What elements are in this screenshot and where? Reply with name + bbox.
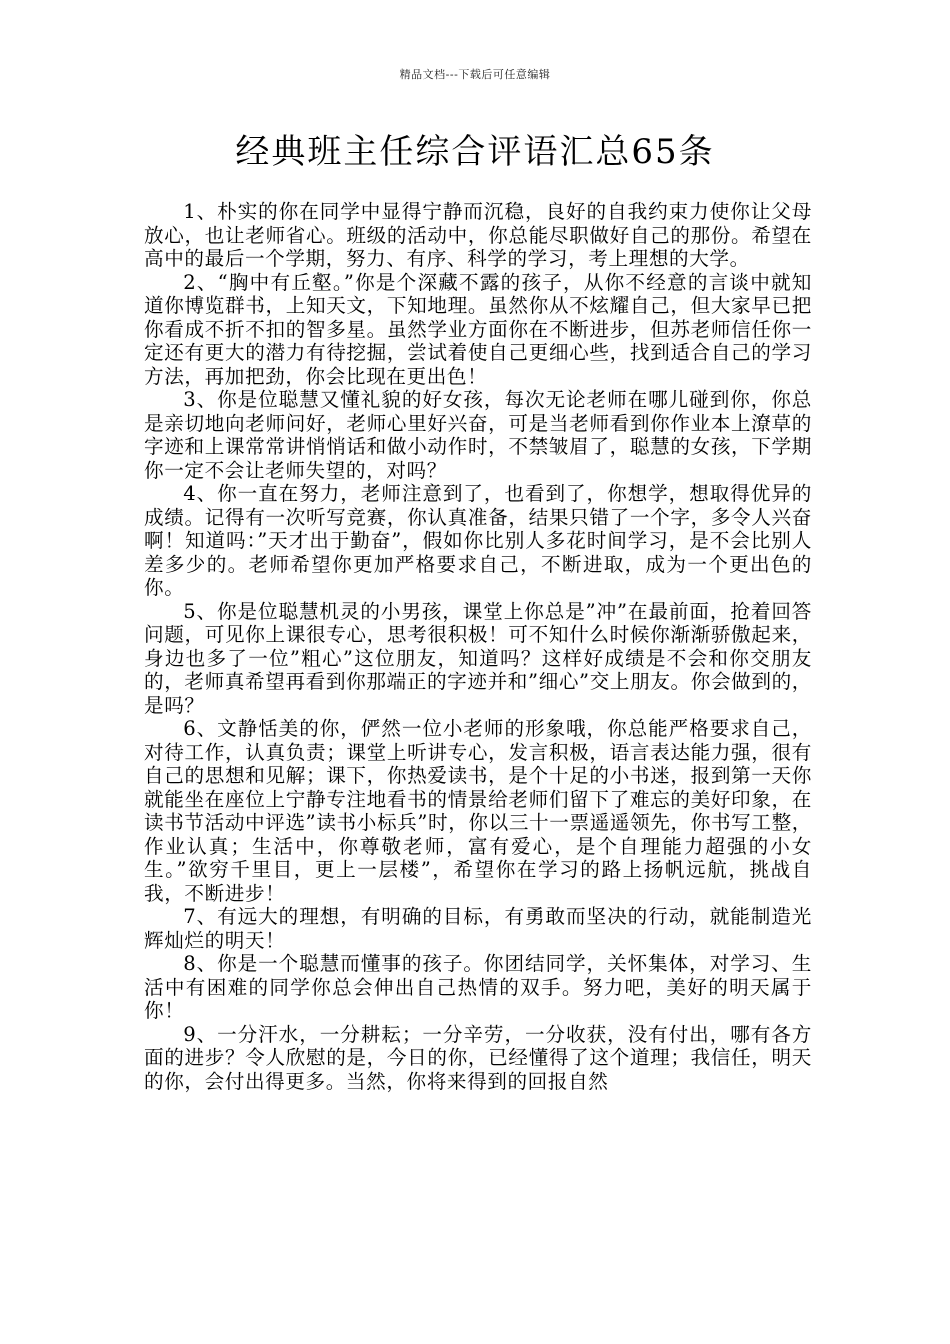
document-title: 经典班主任综合评语汇总65条 bbox=[235, 132, 715, 172]
comment-paragraph-1: 1、朴实的你在同学中显得宁静而沉稳，良好的自我约束力使你让父母放心，也让老师省心。班级的活动中，你总能尽职做好自己的那份。希望在高中的最后一个学期，努力、有序、科学的学习，考上理想的大学。 bbox=[144, 200, 812, 270]
comment-paragraph-2: 2、“胸中有丘壑。”你是个深藏不露的孩子，从你不经意的言谈中就知道你博览群书，上知天文，下知地理。虽然你从不炫耀自己，但大家早已把你看成不折不扣的智多星。虽然学业方面你在不断进步，但苏老师信任你一定还有更大的潜力有待挖掘，尝试着使自己更细心些，找到适合自己的学习方法，再加把劲，你会比现在更出色！ bbox=[144, 270, 812, 388]
comment-paragraph-8: 8、你是一个聪慧而懂事的孩子。你团结同学，关怀集体，对学习、生活中有困难的同学你总会伸出自己热情的双手。努力吧，美好的明天属于你！ bbox=[144, 952, 812, 1022]
comment-paragraph-3: 3、你是位聪慧又懂礼貌的好女孩，每次无论老师在哪儿碰到你，你总是亲切地向老师问好，老师心里好兴奋，可是当老师看到你作业本上潦草的字迹和上课常常讲悄悄话和做小动作时，不禁皱眉了，聪慧的女孩，下学期你一定不会让老师失望的，对吗？ bbox=[144, 388, 812, 482]
comment-paragraph-9: 9、一分汗水，一分耕耘；一分辛劳，一分收获，没有付出，哪有各方面的进步？令人欣慰的是，今日的你，已经懂得了这个道理；我信任，明天的你，会付出得更多。当然，你将来得到的回报自然 bbox=[144, 1022, 812, 1093]
comment-paragraph-4: 4、你一直在努力，老师注意到了，也看到了，你想学，想取得优异的成绩。记得有一次听写竞赛，你认真准备，结果只错了一个字，多令人兴奋啊！知道吗：”天才出于勤奋”，假如你比别人多花时间学习，是不会比别人差多少的。老师希望你更加严格要求自己，不断进取，成为一个更出色的你。 bbox=[144, 482, 812, 599]
comment-paragraph-5: 5、你是位聪慧机灵的小男孩，课堂上你总是”冲”在最前面，抢着回答问题，可见你上课很专心，思考很积极！可不知什么时候你渐渐骄傲起来，身边也多了一位”粗心”这位朋友，知道吗？这样好成绩是不会和你交朋友的，老师真希望再看到你那端正的字迹并和”细心”交上朋友。你会做到的，是吗？ bbox=[144, 599, 812, 717]
comment-paragraph-7: 7、有远大的理想，有明确的目标，有勇敢而坚决的行动，就能制造光辉灿烂的明天！ bbox=[144, 905, 812, 952]
comment-paragraph-6: 6、文静恬美的你，俨然一位小老师的形象哦，你总能严格要求自己，对待工作，认真负责；课堂上听讲专心，发言积极，语言表达能力强，很有自己的思想和见解；课下，你热爱读书，是个十足的小书迷，报到第一天你就能坐在座位上宁静专注地看书的情景给老师们留下了难忘的美好印象，在读书节活动中评选”读书小标兵”时，你以三十一票遥遥领先，你书写工整，作业认真；生活中，你尊敬老师，富有爱心，是个自理能力超强的小女生。”欲穷千里目，更上一层楼”，希望你在学习的路上扬帆远航，挑战自我，不断进步！ bbox=[144, 717, 812, 905]
document-body bbox=[144, 200, 812, 1240]
page-header-note: 精品文档---下载后可任意编辑 bbox=[399, 68, 551, 81]
